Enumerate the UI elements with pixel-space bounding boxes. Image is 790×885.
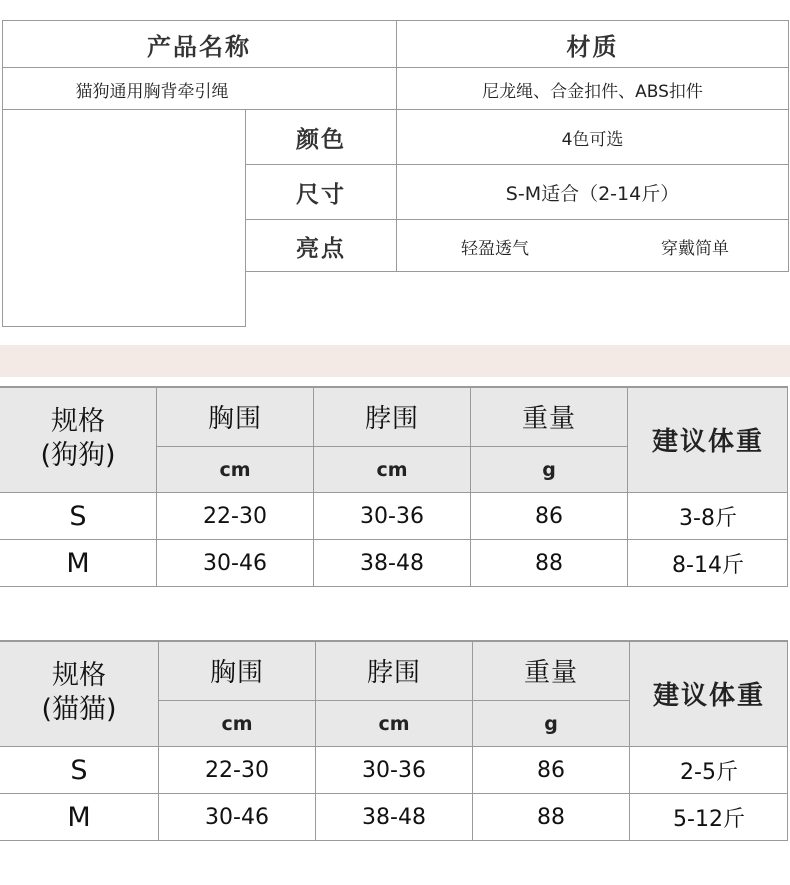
cat-grid-line [472, 640, 473, 841]
info-line [246, 164, 788, 165]
cat-grid-line [0, 640, 788, 642]
dog-row-s-recommend: 3-8斤 [679, 505, 737, 531]
dog-spec-cell [0, 386, 156, 492]
dog-grid-line [470, 386, 471, 587]
info-line [2, 326, 245, 327]
divider-band [0, 345, 790, 377]
cat-spec-sub: (猫猫) [41, 694, 117, 725]
dog-unit-weight: g [542, 458, 556, 481]
info-table [0, 0, 790, 330]
size-value: S-M适合（2-14斤） [505, 182, 680, 205]
cat-row-s-size: S [70, 754, 88, 786]
cat-grid-line [0, 840, 788, 841]
cat-grid-line [629, 640, 630, 841]
header-material: 材质 [566, 32, 619, 61]
cat-unit-chest: cm [221, 712, 253, 735]
dog-grid-line [157, 446, 628, 447]
info-line [245, 110, 246, 327]
dog-unit-neck: cm [376, 458, 408, 481]
cat-grid-line [0, 746, 788, 747]
size-label: 尺寸 [296, 181, 346, 208]
cat-grid-line [787, 640, 788, 841]
dog-col-neck: 脖围 [364, 403, 419, 434]
highlight-value-1: 轻盈透气 [461, 238, 529, 259]
cat-row-m-recommend: 5-12斤 [673, 806, 745, 832]
dog-row-s-chest: 22-30 [203, 503, 267, 529]
cat-row-m-weight: 88 [537, 804, 565, 830]
cat-grid-line [158, 640, 159, 841]
dog-row-m-chest: 30-46 [203, 550, 267, 576]
dog-grid-line [0, 586, 788, 587]
cat-grid-line [0, 793, 788, 794]
dog-spec-title: 规格 [51, 406, 105, 437]
color-value: 4色可选 [561, 129, 624, 150]
header-product-name: 产品名称 [147, 32, 251, 61]
cat-col-chest: 胸围 [209, 657, 264, 688]
cat-col-recommend: 建议体重 [652, 680, 765, 711]
dog-row-m-neck: 38-48 [360, 550, 424, 576]
dog-col-recommend: 建议体重 [651, 426, 764, 457]
cat-row-s-weight: 86 [537, 757, 565, 783]
info-line [788, 20, 789, 272]
info-line [2, 67, 788, 68]
dog-grid-line [787, 386, 788, 587]
cat-row-m-chest: 30-46 [205, 804, 269, 830]
dog-unit-chest: cm [219, 458, 251, 481]
dog-grid-line [0, 492, 788, 493]
dog-grid-line [313, 386, 314, 587]
dog-row-s-weight: 86 [535, 503, 563, 529]
cat-row-s-neck: 30-36 [362, 757, 426, 783]
info-line [246, 271, 788, 272]
dog-row-m-size: M [66, 547, 90, 579]
cat-row-m-neck: 38-48 [362, 804, 426, 830]
cat-row-s-chest: 22-30 [205, 757, 269, 783]
cat-size-table [0, 640, 790, 842]
info-line [396, 20, 397, 272]
cat-unit-weight: g [544, 712, 558, 735]
dog-row-s-size: S [69, 500, 87, 532]
dog-col-weight: 重量 [521, 403, 576, 434]
cat-spec-cell [0, 640, 158, 746]
material-value: 尼龙绳、合金扣件、ABS扣件 [482, 81, 703, 102]
cat-row-s-recommend: 2-5斤 [680, 759, 738, 785]
dog-row-m-recommend: 8-14斤 [672, 552, 744, 578]
dog-col-chest: 胸围 [207, 403, 262, 434]
dog-spec-sub: (狗狗) [40, 440, 116, 471]
dog-size-table [0, 386, 790, 588]
color-label: 颜色 [296, 126, 346, 153]
dog-grid-line [627, 386, 628, 587]
cat-grid-line [159, 700, 630, 701]
dog-grid-line [0, 539, 788, 540]
product-name-value: 猫狗通用胸背牵引绳 [75, 81, 229, 102]
dog-grid-line [156, 386, 157, 587]
dog-row-m-weight: 88 [535, 550, 563, 576]
cat-col-neck: 脖围 [366, 657, 421, 688]
cat-col-weight: 重量 [523, 657, 578, 688]
info-line [2, 109, 788, 110]
dog-grid-line [0, 386, 788, 388]
info-line [246, 219, 788, 220]
info-line [2, 20, 3, 327]
info-line [2, 20, 788, 21]
cat-row-m-size: M [67, 801, 91, 833]
highlight-value-2: 穿戴简单 [661, 238, 729, 259]
cat-grid-line [315, 640, 316, 841]
cat-spec-title: 规格 [52, 660, 106, 691]
cat-unit-neck: cm [378, 712, 410, 735]
highlight-label: 亮点 [296, 235, 346, 262]
dog-row-s-neck: 30-36 [360, 503, 424, 529]
